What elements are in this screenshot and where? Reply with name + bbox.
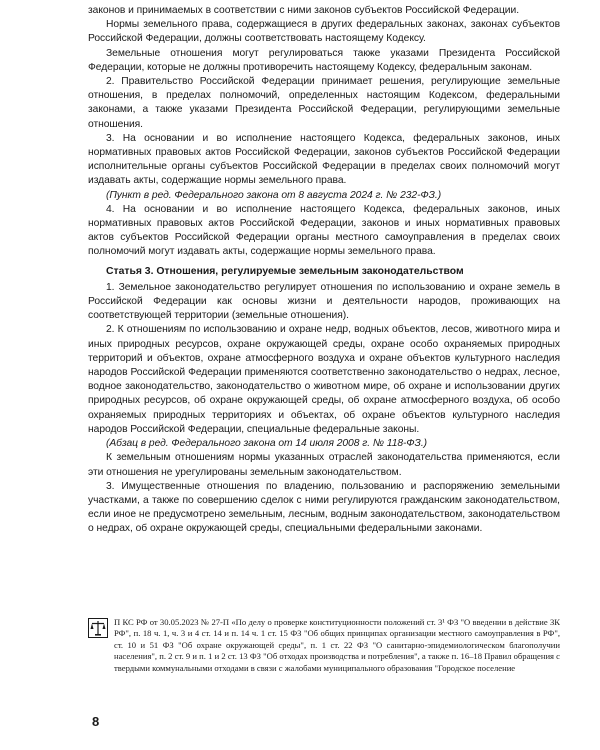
paragraph-item-3: 3. На основании и во исполнение настоящего Кодекса, федеральных законов, иных нормативных правовых актов Российской Федерации, законов субъектов Российской Федерации исполнительные органы субъектов Российской Федерации в пределах своих полномочий могут издавать акты, содержащие нормы земельного права. [88, 132, 560, 187]
article-3-item-1: 1. Земельное законодательство регулирует отношения по использованию и охране земель в Российской Федерации как основы жизни и деятельности народов, проживающих на соответствующей территории (земельные отношения). [88, 281, 560, 322]
amendment-note-1: (Пункт в ред. Федерального закона от 8 августа 2024 г. № 232-ФЗ.) [106, 189, 442, 201]
page-number: 8 [92, 714, 100, 729]
footnote-block [88, 617, 560, 674]
paragraph-item-2: 2. Правительство Российской Федерации принимает решения, регулирующие земельные отношения, в пределах полномочий, определенных настоящим Кодексом, федеральными законами, а также указами Президента Российской Федерации, регулирующими земельные отношения. [88, 76, 560, 130]
article-3-paragraph-application: К земельным отношениям нормы указанных отраслей законодательства применяются, если эти отношения не урегулированы земельным законодательством. [88, 452, 560, 478]
article-3-item-3: 3. Имущественные отношения по владению, пользованию и распоряжению земельными участками, а также по совершению сделок с ними регулируются гражданским законодательством, если иное не предусмотрено земельным, лесным, водным законодательством, законодательством о недрах, об охране окружающей среды, специальными федеральными законами. [88, 480, 560, 535]
amendment-note-2: (Абзац в ред. Федерального закона от 14 июля 2008 г. № 118-ФЗ.) [106, 438, 428, 450]
paragraph-norms: Нормы земельного права, содержащиеся в других федеральных законах, законах субъектов Российской Федерации, должны соответствовать настоящему Кодексу. [88, 19, 560, 45]
scales-of-justice-icon [88, 618, 108, 638]
footnote-text: П КС РФ от 30.05.2023 № 27-П «По делу о проверке конституционности положений ст. 3¹ ФЗ "О введении в действие ЗК РФ", п. 18 ч. 1, ч. 3 и 4 ст. 14 и п. 14 ч. 1 ст. 15 ФЗ "Об общих принципах организации местного самоуправления в РФ", ст. 10 и 51 ФЗ "Об охране окружающей среды", п. 1 ст. 22 ФЗ "О санитарно-эпидемиологическом благополучии населения", п. 2 ст. 9 и п. 1 и 2 ст. 13 ФЗ "Об отходах производства и потребления", а также п. 16–18 Правил обращения с твердыми коммунальными отходами в связи с жалобами муниципального образования "Городское поселение [114, 617, 560, 673]
article-3-item-2: 2. К отношениям по использованию и охране недр, водных объектов, лесов, животного мира и иных природных ресурсов, охране окружающей среды, охране особо охраняемых природных территорий и объектов, охране атмосферного воздуха и охране объектов культурного наследия народов Российской Федерации применяются соответственно законодательство о недрах, лесное, водное законодательство, законодательство о животном мире, об охране и использовании других природных ресурсов, об охране окружающей среды, об охране атмосферного воздуха, об особо охраняемых природных территориях и объектах, об охране объектов культурного наследия народов Российской Федерации, специальные федеральные законы. [88, 324, 560, 435]
paragraph-decrees: Земельные отношения могут регулироваться также указами Президента Российской Федерации, которые не должны противоречить настоящему Кодексу, федеральным законам. [88, 47, 560, 73]
document-body [88, 4, 560, 537]
article-3-title: Статья 3. Отношения, регулируемые земельным законодательством [106, 265, 464, 277]
paragraph-continuation: законов и принимаемых в соответствии с ними законов субъектов Российской Федерации. [88, 5, 520, 16]
paragraph-item-4: 4. На основании и во исполнение настоящего Кодекса, федеральных законов, иных нормативных правовых актов Российской Федерации, законов и иных нормативных правовых актов субъектов Российской Федерации органы местного самоуправления в пределах своих полномочий могут издавать акты, содержащие нормы земельного права. [88, 203, 560, 258]
